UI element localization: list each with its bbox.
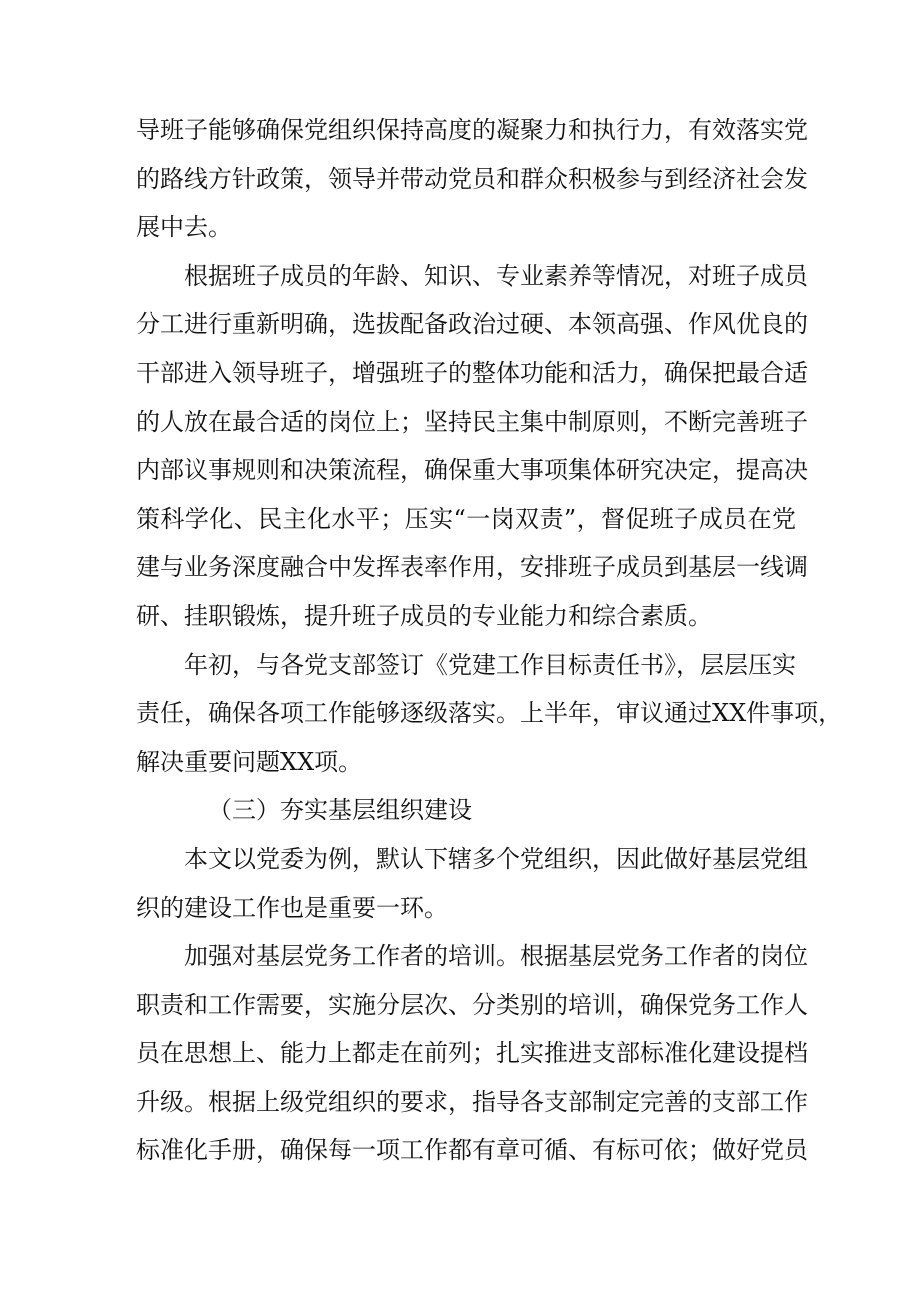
- paragraph-line: 研、挂职锻炼，提升班子成员的专业能力和综合素质。: [136, 601, 712, 630]
- paragraph-line: 展中去。: [136, 213, 232, 242]
- section-heading: （三）夯实基层组织建设: [208, 796, 472, 825]
- paragraph-line: 根据班子成员的年龄、知识、专业素养等情况，对班子成员: [184, 261, 808, 290]
- paragraph-line: 员在思想上、能力上都走在前列；扎实推进支部标准化建设提档: [136, 1039, 808, 1068]
- paragraph-line: 责任，确保各项工作能够逐级落实。上半年，审议通过XX件事项，: [136, 699, 843, 728]
- paragraph-line: 本文以党委为例，默认下辖多个党组织，因此做好基层党组: [184, 844, 808, 873]
- paragraph-line: 内部议事规则和决策流程，确保重大事项集体研究决定，提高决: [136, 456, 808, 485]
- paragraph-line: 解决重要问题XX项。: [136, 747, 363, 776]
- paragraph-line: 干部进入领导班子，增强班子的整体功能和活力，确保把最合适: [136, 358, 808, 387]
- paragraph-line: 加强对基层党务工作者的培训。根据基层党务工作者的岗位: [184, 942, 808, 971]
- paragraph-line: 织的建设工作也是重要一环。: [136, 893, 448, 922]
- paragraph-line: 的路线方针政策，领导并带动党员和群众积极参与到经济社会发: [136, 164, 808, 193]
- paragraph-line: 策科学化、民主化水平；压实“一岗双责”，督促班子成员在党: [136, 504, 796, 533]
- paragraph-line: 分工进行重新明确，选拔配备政治过硬、本领高强、作风优良的: [136, 310, 808, 339]
- paragraph-line: 的人放在最合适的岗位上；坚持民主集中制原则，不断完善班子: [136, 407, 808, 436]
- document-body: [136, 106, 843, 1175]
- paragraph-line: 年初，与各党支部签订《党建工作目标责任书》，层层压实: [184, 650, 796, 679]
- paragraph-line: 标准化手册，确保每一项工作都有章可循、有标可依；做好党员: [136, 1136, 808, 1165]
- paragraph-line: 导班子能够确保党组织保持高度的凝聚力和执行力，有效落实党: [136, 116, 808, 144]
- paragraph-line: 建与业务深度融合中发挥表率作用，安排班子成员到基层一线调: [136, 553, 808, 582]
- paragraph-line: 职责和工作需要，实施分层次、分类别的培训，确保党务工作人: [136, 990, 808, 1019]
- paragraph-line: 升级。根据上级党组织的要求，指导各支部制定完善的支部工作: [136, 1087, 808, 1116]
